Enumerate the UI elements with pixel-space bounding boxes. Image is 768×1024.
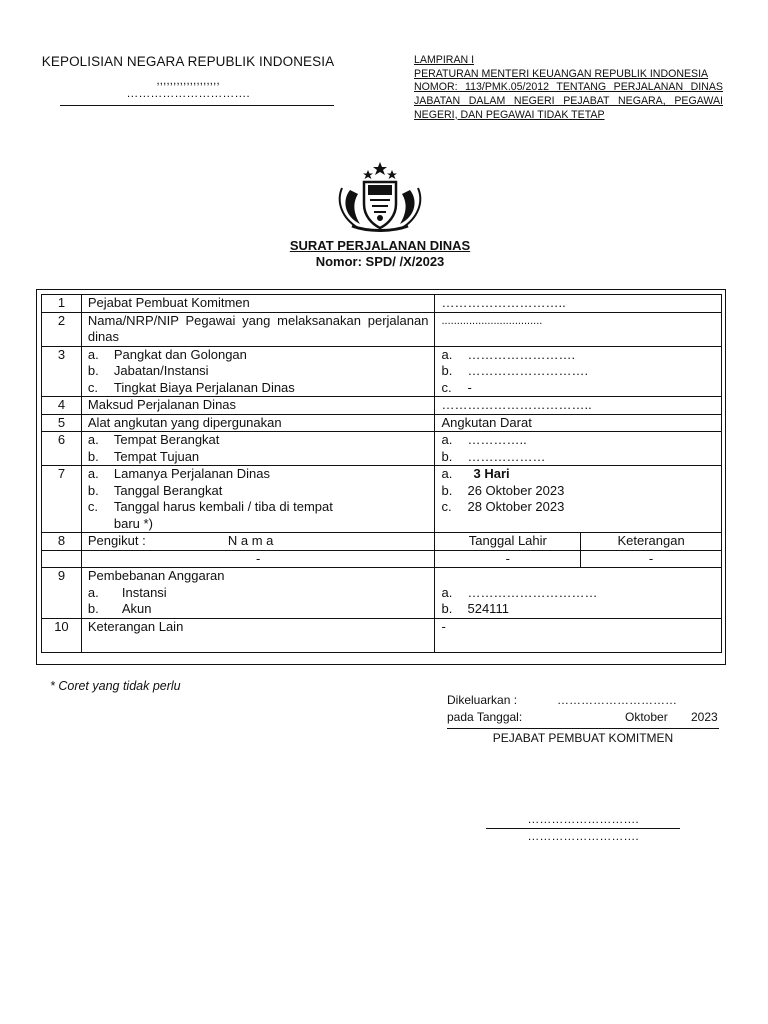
row-number: 4 <box>42 397 82 415</box>
row-value: a. ……………………. b. ………………………. c. - <box>435 346 722 397</box>
row-value: a. 3 Hari b. 26 Oktober 2023 c. 28 Oktober 2023 <box>435 466 722 533</box>
sub-label: Tempat Tujuan <box>113 448 200 464</box>
col-tanggal-lahir: Tanggal Lahir <box>435 533 581 551</box>
table-row <box>42 533 722 551</box>
row-label <box>81 533 435 551</box>
signature-block <box>486 812 680 843</box>
table-row <box>42 312 722 346</box>
footnote: * Coret yang tidak perlu <box>50 679 181 693</box>
table-row <box>42 414 722 432</box>
table-row <box>42 432 722 466</box>
row-number: 10 <box>42 618 82 652</box>
dikeluarkan-value: ………………………… <box>557 693 677 707</box>
row-label: a. Pangkat dan Golongan b. Jabatan/Instansi c. Tingkat Biaya Perjalanan Dinas <box>81 346 435 397</box>
sub-label: Pembebanan Anggaran <box>87 568 225 583</box>
row-label: Pejabat Pembuat Komitmen <box>81 295 435 313</box>
sub-label: Tingkat Biaya Perjalanan Dinas <box>113 379 295 395</box>
row-number: 8 <box>42 533 82 551</box>
sub-label: Tanggal harus kembali / tiba di tempat baru *) <box>113 499 333 531</box>
row-value: - <box>435 618 722 652</box>
table-row <box>42 618 722 652</box>
title-main: SURAT PERJALANAN DINAS <box>289 238 471 253</box>
sub-label: Lamanya Perjalanan Dinas <box>113 466 270 481</box>
table-row <box>42 295 722 313</box>
sub-label: Tempat Berangkat <box>113 432 220 447</box>
sub-label: Pangkat dan Golongan <box>113 346 247 362</box>
signature-name: ………………………. <box>527 812 639 826</box>
sub-value: ……………………. <box>467 346 576 362</box>
sub-value: ……………… <box>467 448 546 464</box>
row-number-empty <box>42 550 82 568</box>
spd-table <box>41 294 722 653</box>
tanggal-year: 2023 <box>691 710 718 724</box>
sub-label: Akun <box>121 601 152 616</box>
row-label: Nama/NRP/NIP Pegawai yang melaksanakan perjalanan dinas <box>81 312 435 346</box>
pengikut-nama-value: - <box>81 550 435 568</box>
signature-nrp: ………………………. <box>527 829 639 843</box>
row-number: 3 <box>42 346 82 397</box>
lampiran-line-1: LAMPIRAN I <box>414 54 475 66</box>
issued-block <box>447 692 719 726</box>
row-number: 6 <box>42 432 82 466</box>
sub-label: Tanggal Berangkat <box>113 482 223 498</box>
row-value: ................................. <box>435 312 722 346</box>
lampiran-line-2: PERATURAN MENTERI KEUANGAN REPUBLIK INDONESIA <box>414 67 709 80</box>
sub-label: Jabatan/Instansi <box>113 363 209 378</box>
sub-value: 3 Hari <box>473 466 510 481</box>
row-value: a. ………….. b. ……………… <box>435 432 722 466</box>
row-value: a. ………………………… b. 524111 <box>435 568 722 619</box>
lampiran-line-4: JABATAN DALAM NEGERI PEJABAT NEGARA, PEGAWAI <box>414 95 723 108</box>
organization-name: KEPOLISIAN NEGARA REPUBLIK INDONESIA <box>41 54 335 69</box>
ppk-title: PEJABAT PEMBUAT KOMITMEN <box>492 731 674 745</box>
dikeluarkan-label: Dikeluarkan : <box>447 693 518 707</box>
row-value: ……………………….. <box>435 295 722 313</box>
row-label: Alat angkutan yang dipergunakan <box>81 414 435 432</box>
lampiran-line-3: NOMOR: 113/PMK.05/2012 TENTANG PERJALANAN DINAS <box>414 81 723 94</box>
header-organization <box>40 54 336 100</box>
lampiran-reference <box>414 54 723 123</box>
sub-label: Instansi <box>121 584 167 600</box>
title-number: Nomor: SPD/ /X/2023 <box>315 254 445 269</box>
document-title <box>230 238 530 270</box>
col-keterangan: Keterangan <box>581 533 722 551</box>
row-number: 7 <box>42 466 82 533</box>
unit-placeholder-2: …………………………. <box>126 86 250 100</box>
col-nama: N a m a <box>227 533 274 548</box>
pengikut-keterangan-value: - <box>581 550 722 568</box>
table-row <box>42 466 722 533</box>
sub-value: ………………………. <box>467 363 589 378</box>
sub-value: 28 Oktober 2023 <box>467 499 565 514</box>
table-row <box>42 568 722 619</box>
pengikut-tanggal-value: - <box>435 550 581 568</box>
pengikut-label: Pengikut : <box>87 533 146 548</box>
row-number: 5 <box>42 414 82 432</box>
tanggal-month: Oktober <box>625 710 668 724</box>
row-value: …………………………….. <box>435 397 722 415</box>
issued-underline <box>447 728 719 729</box>
sub-value: 26 Oktober 2023 <box>467 482 565 498</box>
row-number: 1 <box>42 295 82 313</box>
lampiran-line-5: NEGERI, DAN PEGAWAI TIDAK TETAP <box>414 108 605 121</box>
row-label: a. Tempat Berangkat b. Tempat Tujuan <box>81 432 435 466</box>
sub-value: - <box>467 379 472 395</box>
row-label: Keterangan Lain <box>81 618 435 652</box>
unit-placeholder: ,,,,,,,,,,,,,,,,,,, <box>156 73 220 87</box>
sub-value: ………….. <box>467 432 527 447</box>
row-value: Angkutan Darat <box>435 414 722 432</box>
sub-value: ………………………… <box>467 584 598 600</box>
row-label: Maksud Perjalanan Dinas <box>81 397 435 415</box>
row-label: Pembebanan Anggaran a. Instansi b. Akun <box>81 568 435 619</box>
row-number: 2 <box>42 312 82 346</box>
table-row <box>42 346 722 397</box>
row-number: 9 <box>42 568 82 619</box>
sub-value: 524111 <box>467 601 509 616</box>
row-label: a. Lamanya Perjalanan Dinas b. Tanggal Berangkat c. Tanggal harus kembali / tiba di tempat baru *) <box>81 466 435 533</box>
table-row <box>42 397 722 415</box>
header-underline <box>60 105 334 106</box>
tanggal-label: pada Tanggal: <box>447 710 523 724</box>
table-row <box>42 550 722 568</box>
police-emblem-icon <box>332 160 428 232</box>
